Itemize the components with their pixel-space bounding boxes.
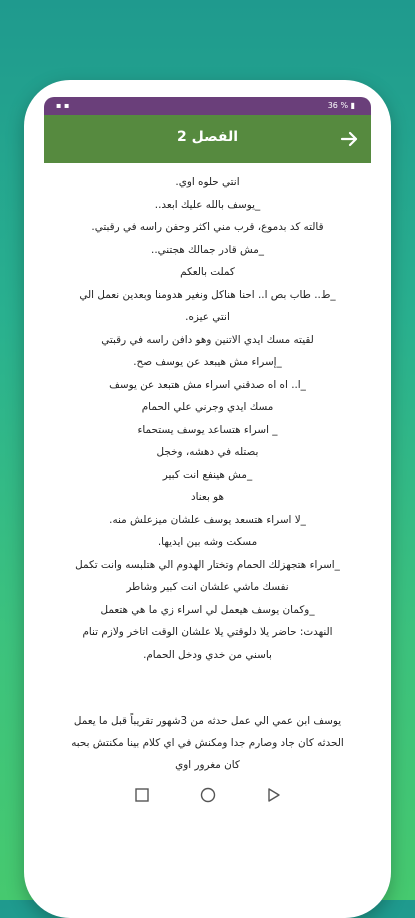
text-line: كملت بالعكم (180, 266, 235, 278)
text-line: باسني من خدي ودخل الحمام. (143, 648, 272, 661)
chapter-title: الفصل 2 (176, 129, 239, 145)
text-line: يوسف ابن عمي الي عمل حدثه من 3شهور تقريباً قبل ما يعمل (73, 715, 342, 727)
app-bar (44, 115, 371, 163)
text-line: _اسراء هتجهزلك الحمام وتختار الهدوم الي هتلبسه وانت تكمل (75, 558, 340, 571)
text-line: مسكت وشه بين ايديها. (157, 536, 258, 548)
text-line: _يوسف بالله عليك ابعد.. (154, 198, 261, 211)
text-line: مسك ايدي وجرني علي الحمام (141, 401, 274, 413)
text-line: قالته كد بدموع، قرب مني اكثر وحفن راسه في رقبتي. (91, 221, 324, 233)
text-line: الحدثه كان جاد وصارم جدا ومكنش في اي كلام بينا مكنتش بحبه (71, 737, 344, 749)
text-line: بصتله في دهشه، وخجل (156, 446, 259, 458)
back-triangle-icon[interactable] (266, 787, 282, 803)
back-arrow-icon[interactable] (337, 127, 361, 151)
text-line: _ اسراء هتساعد يوسف يستحماء (137, 423, 278, 436)
app-screen (44, 97, 371, 817)
recents-square-icon[interactable] (134, 787, 150, 803)
chapter-text (52, 171, 363, 776)
text-line: _إسراء مش هيبعد عن يوسف صح. (133, 356, 282, 368)
text-line: _ط.. طاب بص ا.. احنا هناكل ونغير هدومنا وبعدين نعمل الي (79, 288, 336, 301)
text-line: نفسك ماشي علشان انت كبير وشاطر (126, 581, 289, 593)
text-line: انتي عيزه. (185, 311, 230, 323)
text-line: انتي حلوه اوي. (175, 176, 240, 188)
text-line: _وكمان يوسف هيعمل لي اسراء زي ما هي هتعمل (100, 603, 315, 616)
text-line: _مش هينفع انت كبير (162, 468, 253, 481)
text-line: لقيته مسك ايدي الاتنين وهو دافن راسه في رقبتي (101, 333, 314, 346)
text-line: النهدت: حاضر يلا دلوقتي يلا علشان الوقت اتاخر ولازم تنام (82, 626, 333, 638)
status-bar (44, 97, 371, 115)
text-line: هو بعناد (191, 491, 224, 503)
text-line: _لا اسراء هتسعد يوسف علشان ميزعلش منه. (109, 513, 306, 526)
paragraph-gap (52, 666, 363, 710)
status-right: 36 % ▮ (327, 101, 355, 110)
text-line: _ا.. اه اه صدقني اسراء مش هتبعد عن يوسف (109, 378, 306, 391)
text-line: كان مغرور اوي (175, 759, 240, 771)
status-left: ▪ ▪ (56, 101, 70, 110)
text-line: _مش قادر جمالك هجتني.. (151, 243, 264, 256)
system-nav-bar (44, 780, 371, 810)
home-circle-icon[interactable] (200, 787, 216, 803)
